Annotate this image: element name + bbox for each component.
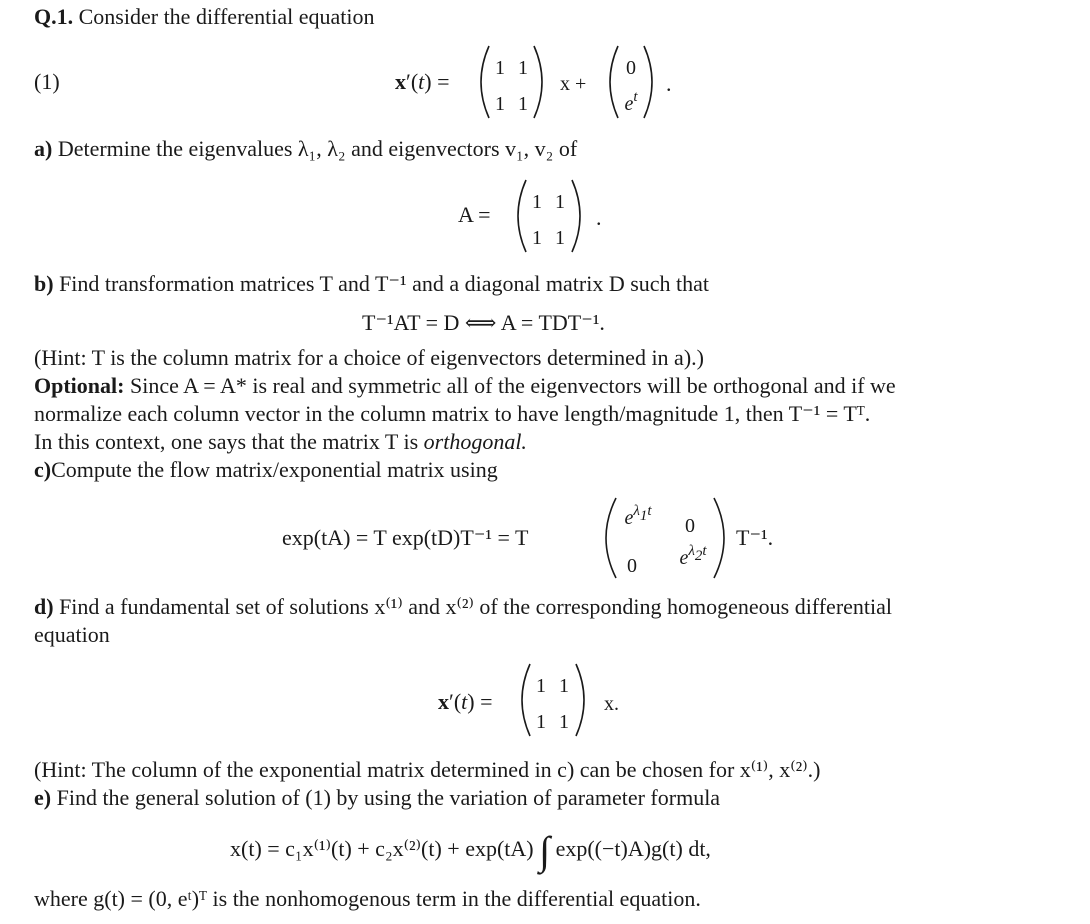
left-paren [516, 662, 532, 738]
optional-line-3: In this context, one says that the matrix T is orthogonal. [34, 429, 527, 454]
matrix-cell: 1 [518, 57, 528, 79]
left-paren [512, 178, 528, 254]
matrix-cell: 1 [532, 227, 542, 249]
matrix-cell: 0 [627, 555, 637, 577]
part-b-text: Find transformation matrices T and T⁻¹ and a diagonal matrix D such that [59, 271, 710, 296]
right-paren [574, 662, 590, 738]
part-b-label: b) [34, 271, 54, 296]
matrix-cell: 1 [555, 191, 565, 213]
right-paren [712, 496, 732, 580]
matrix-cell: 1 [559, 711, 569, 733]
left-paren [475, 44, 491, 120]
exp-formula-rhs: T⁻¹. [736, 525, 774, 550]
homogeneous-rhs: x. [604, 693, 619, 715]
equation-1-lhs: x′(t) = [395, 69, 450, 94]
optional-label: Optional: [34, 373, 125, 398]
exp-formula-lhs: exp(tA) = T exp(tD)T⁻¹ = T [282, 525, 529, 550]
homogeneous-lhs: x′(t) = [438, 689, 493, 714]
part-c-text: Compute the flow matrix/exponential matrix using [51, 457, 498, 482]
matrix-a-end: . [596, 205, 602, 230]
left-paren [604, 44, 620, 120]
matrix-cell: 1 [495, 93, 505, 115]
matrix-cell: 1 [536, 675, 546, 697]
part-d-line2: equation [34, 622, 110, 647]
part-a-statement [34, 135, 577, 163]
matrix-cell: 1 [518, 93, 528, 115]
matrix-cell: $e^{\lambda_2t}$ [679, 543, 707, 569]
matrix-cell: $e^{\lambda_1t}$ [624, 503, 652, 529]
equation-1-end: . [666, 71, 672, 96]
part-d-label: d) [34, 594, 54, 619]
part-d-text: Find a fundamental set of solutions x⁽¹⁾ and x⁽²⁾ of the corresponding homogeneous differential [59, 594, 893, 619]
equation-1-plus: x + [560, 73, 587, 95]
vector-cell: $e^t$ [624, 89, 638, 115]
matrix-cell: 1 [559, 675, 569, 697]
integral-sign: ∫ [539, 828, 551, 873]
part-b-hint: (Hint: T is the column matrix for a choice of eigenvectors determined in a).) [34, 345, 704, 370]
variation-formula: x(t) = c₁x⁽¹⁾(t) + c₂x⁽²⁾(t) + exp(tA) ∫ exp((−t)A)g(t) dt, [230, 828, 711, 873]
right-paren [532, 44, 548, 120]
matrix-a-lhs: A = [458, 202, 491, 227]
where-clause: where g(t) = (0, eᵗ)ᵀ is the nonhomogenous term in the differential equation. [34, 886, 701, 911]
vector-cell: 0 [626, 57, 636, 79]
question-intro: Consider the differential equation [78, 4, 375, 29]
part-a-text: Determine the eigenvalues λ₁, λ₂ and eigenvectors v₁, v₂ of [57, 136, 578, 161]
right-paren [570, 178, 586, 254]
part-a-label: a) [34, 136, 53, 161]
question-heading [34, 3, 375, 31]
part-e-label: e) [34, 785, 52, 810]
matrix-cell: 0 [685, 515, 695, 537]
part-b-statement [34, 270, 709, 298]
part-c-statement [34, 456, 498, 484]
optional-line-1: Optional: Since A = A* is real and symmetric all of the eigenvectors will be orthogonal and if we [34, 373, 896, 398]
right-paren [642, 44, 658, 120]
part-c-label: c) [34, 457, 52, 482]
matrix-cell: 1 [495, 57, 505, 79]
part-d-statement [34, 593, 892, 621]
question-label: Q.1. [34, 4, 74, 29]
matrix-cell: 1 [555, 227, 565, 249]
optional-line-2: normalize each column vector in the column matrix to have length/magnitude 1, then T⁻¹ = Tᵀ. [34, 401, 871, 426]
part-e-hint: (Hint: The column of the exponential matrix determined in c) can be chosen for x⁽¹⁾, x⁽²⁾.) [34, 757, 821, 782]
matrix-cell: 1 [532, 191, 542, 213]
part-e-statement [34, 784, 720, 812]
equation-number: (1) [34, 69, 60, 94]
part-e-text: Find the general solution of (1) by using the variation of parameter formula [56, 785, 721, 810]
part-b-equation: T⁻¹AT = D ⟺ A = TDT⁻¹. [362, 310, 605, 335]
matrix-cell: 1 [536, 711, 546, 733]
